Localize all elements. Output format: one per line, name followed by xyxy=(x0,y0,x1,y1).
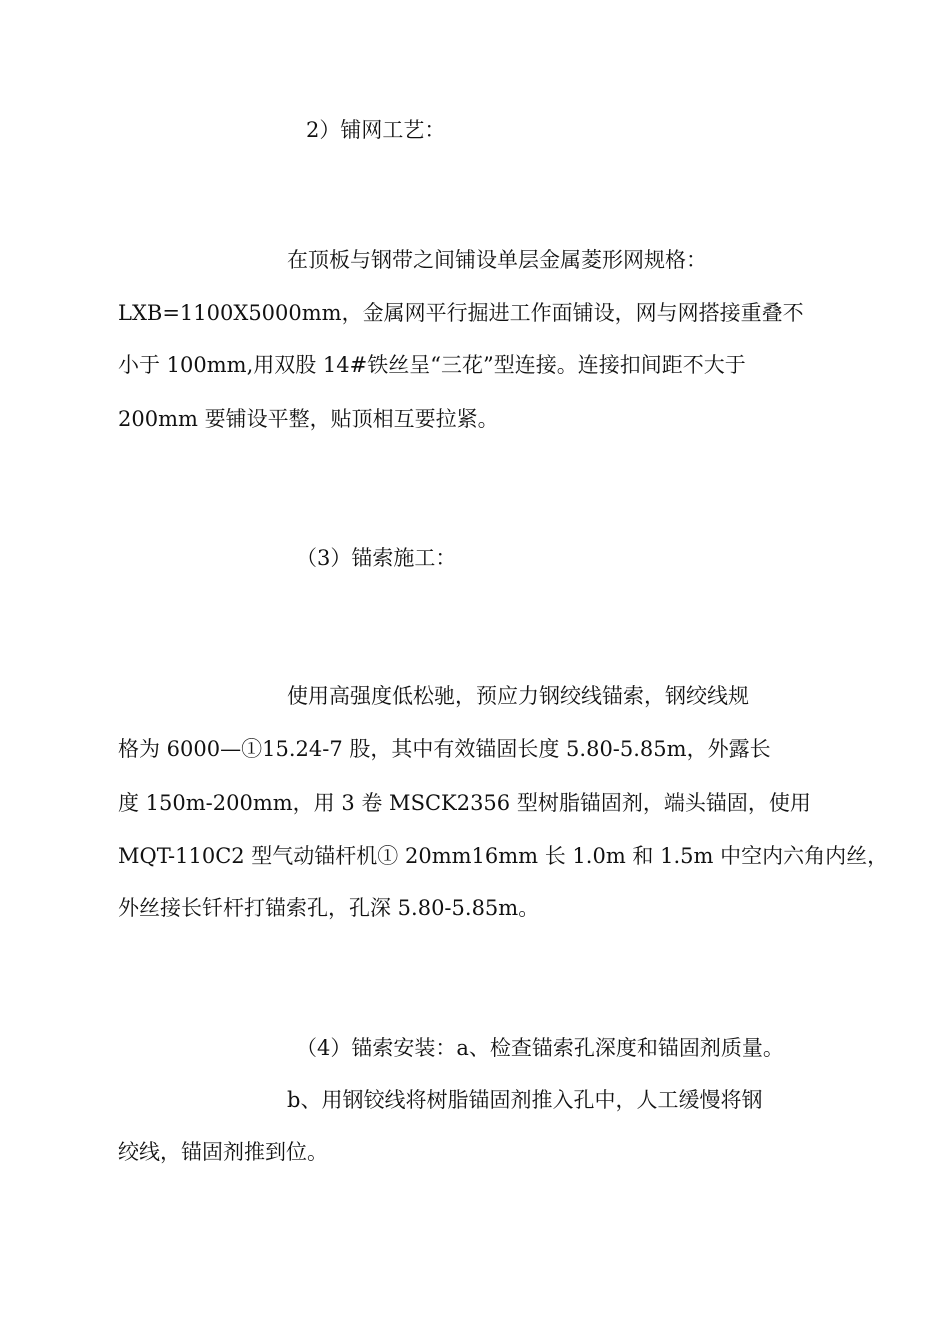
section-2-heading: 2）铺网工艺： xyxy=(306,118,446,142)
section-4-paragraph-line-2: 绞线，锚固剂推到位。 xyxy=(118,1140,328,1164)
section-3-paragraph-line-2: 格为 6000—①15.24-7 股，其中有效锚固长度 5.80-5.85m，外露长 xyxy=(118,737,771,761)
section-4-paragraph-line-1: b、用钢铰线将树脂锚固剂推入孔中，人工缓慢将钢 xyxy=(287,1088,763,1112)
section-2-paragraph-line-2: LXB=1100X5000mm，金属网平行掘进工作面铺设，网与网搭接重叠不 xyxy=(118,301,804,325)
section-3-heading: （3）锚索施工： xyxy=(296,546,457,570)
section-3-paragraph-line-4: MQT-110C2 型气动锚杆机① 20mm16mm 长 1.0m 和 1.5m 中空内六角内丝， xyxy=(118,844,889,868)
section-4-heading: （4）锚索安装：a、检查锚索孔深度和锚固剂质量。 xyxy=(296,1036,784,1060)
section-2-paragraph-line-1: 在顶板与钢带之间铺设单层金属菱形网规格： xyxy=(287,248,707,272)
section-3-paragraph-line-3: 度 150m-200mm，用 3 卷 MSCK2356 型树脂锚固剂，端头锚固，使用 xyxy=(118,791,811,815)
section-2-paragraph-line-4: 200mm 要铺设平整，贴顶相互要拉紧。 xyxy=(118,407,499,431)
section-2-paragraph-line-3: 小于 100mm,用双股 14#铁丝呈“三花”型连接。连接扣间距不大于 xyxy=(118,353,746,377)
section-3-paragraph-line-1: 使用高强度低松驰，预应力钢绞线锚索，钢绞线规 xyxy=(287,684,749,708)
section-3-paragraph-line-5: 外丝接长钎杆打锚索孔，孔深 5.80-5.85m。 xyxy=(118,896,540,920)
